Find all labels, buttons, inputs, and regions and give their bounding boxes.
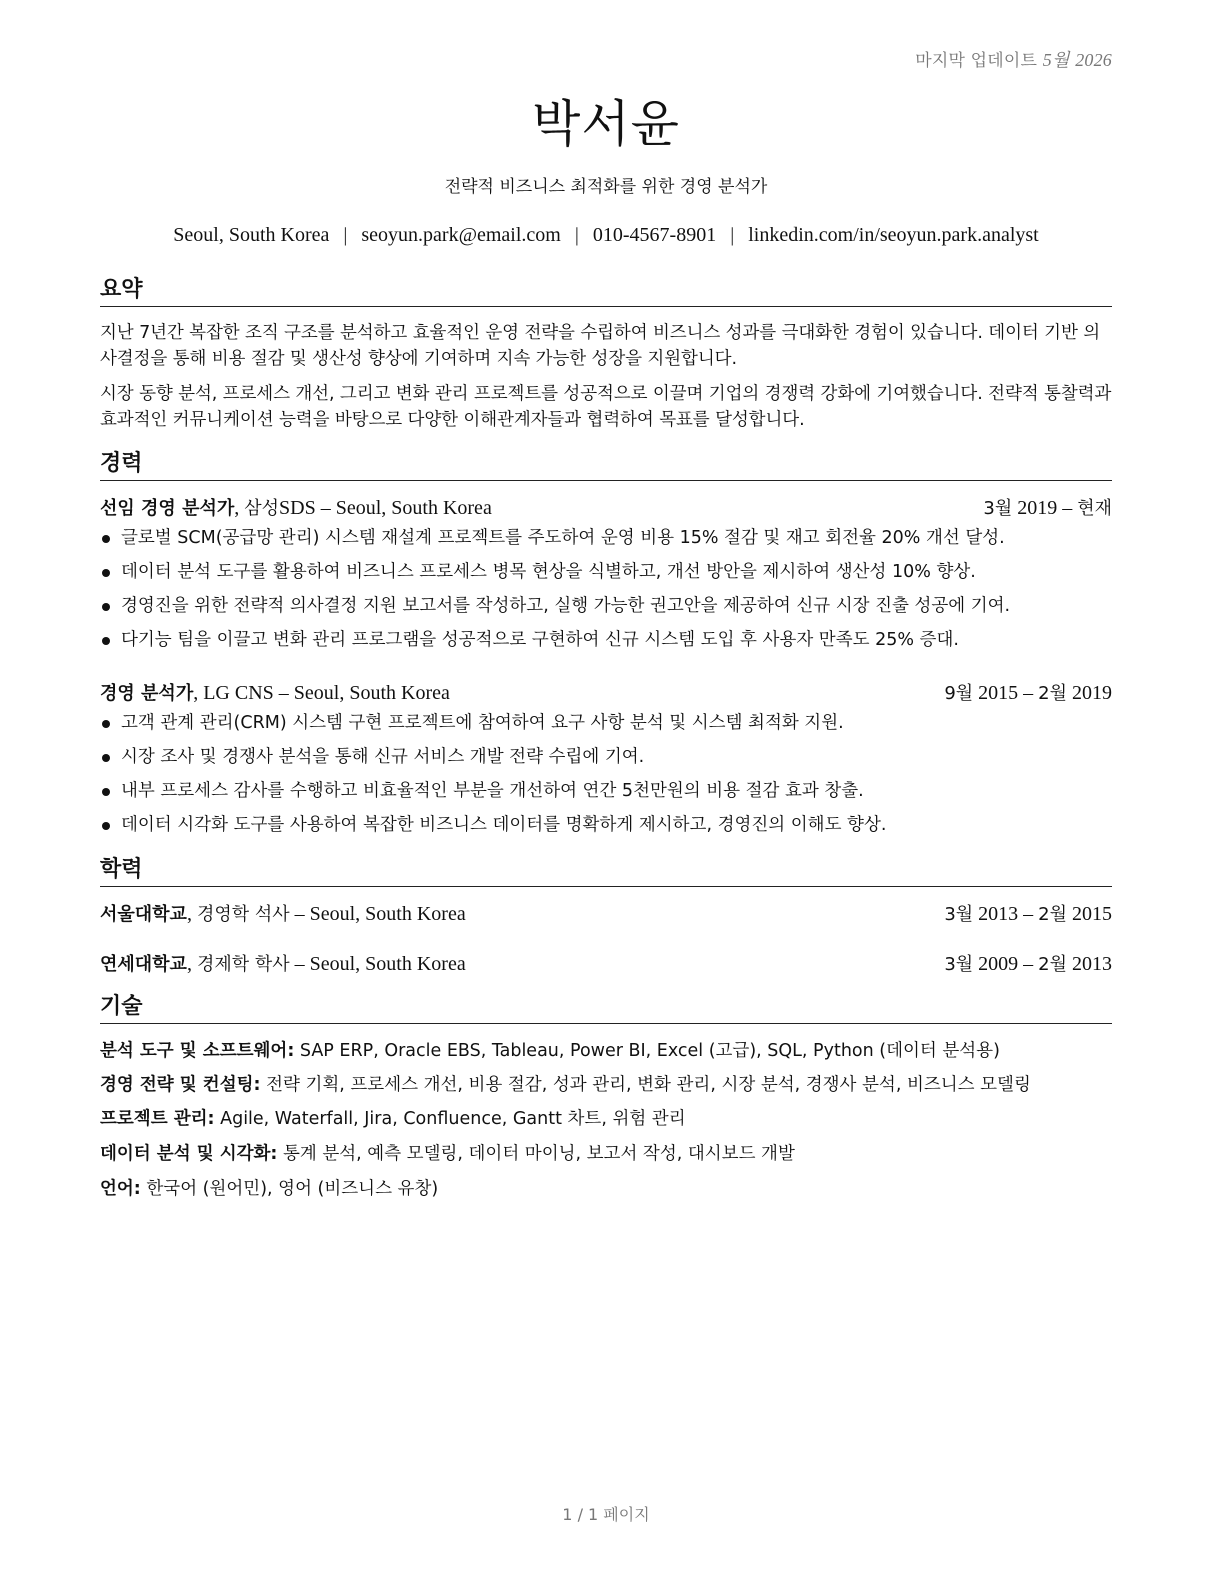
- list-item: 데이터 분석 도구를 활용하여 비즈니스 프로세스 병목 현상을 식별하고, 개선 방안을 제시하여 생산성 10% 향상.: [100, 555, 1112, 589]
- skill-row: [100, 1106, 1112, 1132]
- skill-label: 경영 전략 및 컨설팅:: [100, 1075, 261, 1095]
- degree: 경제학 학사: [196, 954, 290, 975]
- resume-page: [100, 0, 1112, 1584]
- contact-separator: |: [730, 224, 735, 246]
- job-header: 경영 분석가, LG CNS – Seoul, South Korea 9월 2015 – 2월 2019: [100, 680, 1112, 707]
- job-bullets: [100, 521, 1112, 657]
- degree: 경영학 석사: [196, 904, 290, 925]
- date-dash: –: [1023, 682, 1034, 704]
- summary-paragraph: 시장 동향 분석, 프로세스 개선, 그리고 변화 관리 프로젝트를 성공적으로 이끌며 기업의 경쟁력 강화에 기여했습니다. 전략적 통찰력과 효과적인 커뮤니케이션 능력을 바탕으로 다양한 이해관계자들과 협력하여 목표를 달성합니다.: [100, 384, 1112, 430]
- last-updated-label: 마지막 업데이트: [915, 51, 1038, 71]
- contact-separator: |: [343, 224, 348, 246]
- skill-value: SAP ERP, Oracle EBS, Tableau, Power BI, Excel (고급), SQL, Python (데이터 분석용): [299, 1041, 1000, 1061]
- job-company: SDS – Seoul, South Korea: [279, 497, 492, 519]
- edu-end-month: 2월: [1038, 954, 1067, 975]
- job-end-year: 2019: [1072, 682, 1112, 704]
- job-start-year: 2015: [978, 682, 1019, 704]
- list-item: 데이터 시각화 도구를 사용하여 복잡한 비즈니스 데이터를 명확하게 제시하고, 경영진의 이해도 향상.: [100, 808, 1112, 842]
- skill-value: 한국어 (원어민), 영어 (비즈니스 유창): [146, 1179, 439, 1199]
- skill-value: 통계 분석, 예측 모델링, 데이터 마이닝, 보고서 작성, 대시보드 개발: [283, 1144, 795, 1164]
- experience-heading: 경력: [100, 450, 1112, 481]
- school-name: 서울대학교: [100, 904, 187, 925]
- skill-row: [100, 1038, 1112, 1064]
- edu-start-year: 2013: [978, 903, 1019, 925]
- list-item: 다기능 팀을 이끌고 변화 관리 프로그램을 성공적으로 구현하여 신규 시스템 도입 후 사용자 만족도 25% 증대.: [100, 623, 1112, 657]
- job-dates: [944, 680, 1112, 707]
- edu-end-month: 2월: [1038, 904, 1067, 925]
- skill-row: [100, 1072, 1112, 1098]
- contact-linkedin[interactable]: linkedin.com/in/seoyun.park.analyst: [748, 224, 1039, 246]
- job-title: 선임 경영 분석가: [100, 498, 235, 519]
- skill-label: 분석 도구 및 소프트웨어:: [100, 1041, 295, 1061]
- edu-start-year: 2009: [978, 953, 1019, 975]
- contact-line: [100, 224, 1112, 247]
- edu-end-year: 2015: [1072, 903, 1112, 925]
- date-dash: –: [1062, 497, 1073, 519]
- contact-email[interactable]: seoyun.park@email.com: [361, 224, 561, 246]
- skill-row: [100, 1141, 1112, 1167]
- list-item: 내부 프로세스 감사를 수행하고 비효율적인 부분을 개선하여 연간 5천만원의 비용 절감 효과 창출.: [100, 774, 1112, 808]
- skill-row: [100, 1176, 1112, 1202]
- list-item: 글로벌 SCM(공급망 관리) 시스템 재설계 프로젝트를 주도하여 운영 비용 15% 절감 및 재고 회전율 20% 개선 달성.: [100, 521, 1112, 555]
- job-company-prefix: 삼성: [244, 498, 280, 519]
- skills-heading: 기술: [100, 993, 1112, 1024]
- contact-phone[interactable]: 010-4567-8901: [592, 224, 717, 246]
- education-location: – Seoul, South Korea: [294, 953, 466, 975]
- skill-label: 언어:: [100, 1179, 141, 1199]
- job-end: 현재: [1077, 498, 1112, 519]
- summary-heading: 요약: [100, 276, 1112, 307]
- last-updated-year: 2026: [1075, 50, 1112, 70]
- education-entry: 연세대학교, 경제학 학사 – Seoul, South Korea 3월 2009 – 2월 2013: [100, 951, 1112, 978]
- skill-value: Agile, Waterfall, Jira, Confluence, Gantt 차트, 위험 관리: [220, 1109, 686, 1129]
- candidate-name: 박서윤: [532, 95, 680, 153]
- skill-value: 전략 기획, 프로세스 개선, 비용 절감, 성과 관리, 변화 관리, 시장 분석, 경쟁사 분석, 비즈니스 모델링: [266, 1075, 1031, 1095]
- edu-end-year: 2013: [1072, 953, 1112, 975]
- summary-paragraph: 지난 7년간 복잡한 조직 구조를 분석하고 효율적인 운영 전략을 수립하여 비즈니스 성과를 극대화한 경험이 있습니다. 데이터 기반 의사결정을 통해 비용 절감 및 생산성 향상에 기여하며 지속 가능한 성장을 지원합니다.: [100, 323, 1101, 369]
- last-updated: [915, 46, 1112, 72]
- list-item: 시장 조사 및 경쟁사 분석을 통해 신규 서비스 개발 전략 수립에 기여.: [100, 740, 1112, 774]
- education-dates: 3월 2013 – 2월 2015: [944, 903, 1112, 925]
- candidate-headline: 전략적 비즈니스 최적화를 위한 경영 분석가: [444, 177, 768, 197]
- last-updated-month: 5월: [1042, 50, 1070, 70]
- job-start-month: 9월: [944, 683, 974, 704]
- education-dates: 3월 2009 – 2월 2013: [944, 953, 1112, 975]
- skill-label: 프로젝트 관리:: [100, 1109, 215, 1129]
- education-heading: 학력: [100, 856, 1112, 887]
- list-item: 경영진을 위한 전략적 의사결정 지원 보고서를 작성하고, 실행 가능한 권고안을 제공하여 신규 시장 진출 성공에 기여.: [100, 589, 1112, 623]
- education-entry: 서울대학교, 경영학 석사 – Seoul, South Korea 3월 2013 – 2월 2015: [100, 901, 1112, 928]
- job-title: 경영 분석가: [100, 683, 194, 704]
- school-name: 연세대학교: [100, 954, 187, 975]
- edu-start-month: 3월: [944, 904, 974, 925]
- job-end-month: 2월: [1038, 683, 1067, 704]
- job-start-month: 3월: [983, 498, 1013, 519]
- job-start-year: 2019: [1017, 497, 1058, 519]
- job-company: LG CNS – Seoul, South Korea: [203, 682, 450, 704]
- education-location: – Seoul, South Korea: [294, 903, 466, 925]
- skill-label: 데이터 분석 및 시각화:: [100, 1144, 278, 1164]
- edu-start-month: 3월: [944, 954, 974, 975]
- job-dates: [983, 495, 1112, 522]
- page-number: 1 / 1 페이지: [562, 1505, 650, 1524]
- contact-separator: |: [574, 224, 579, 246]
- job-header: 선임 경영 분석가, 삼성SDS – Seoul, South Korea 3월 2019 – 현재: [100, 495, 1112, 522]
- list-item: 고객 관계 관리(CRM) 시스템 구현 프로젝트에 참여하여 요구 사항 분석 및 시스템 최적화 지원.: [100, 706, 1112, 740]
- contact-location: Seoul, South Korea: [173, 224, 330, 246]
- job-bullets: [100, 706, 1112, 842]
